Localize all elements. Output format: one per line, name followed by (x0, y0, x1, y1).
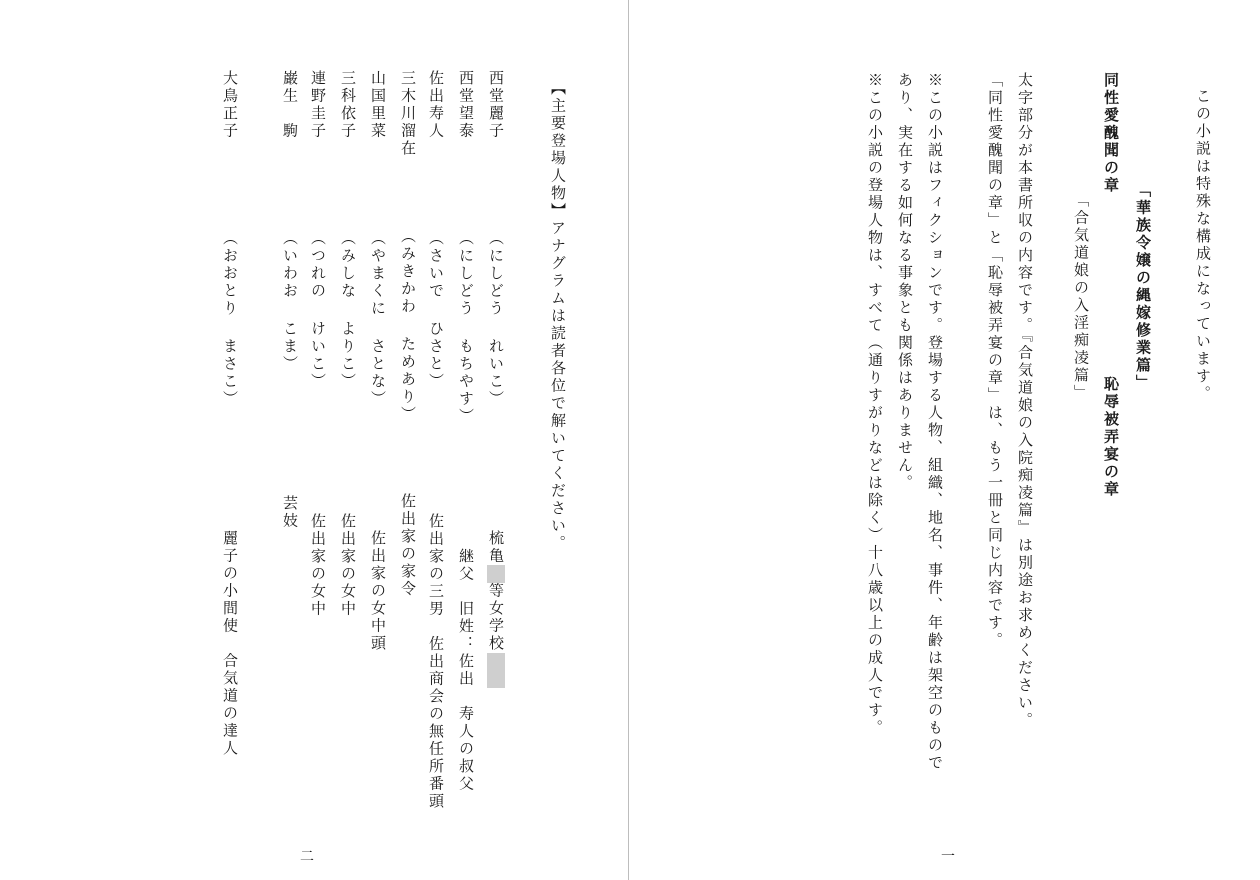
character-row (396, 70, 420, 598)
character-name: 巌生 駒 (281, 70, 299, 140)
character-reading: （おおとり まさこ） (221, 230, 239, 408)
character-reading: （みしな よりこ） (339, 230, 357, 391)
character-reading: （いわお こま） (281, 230, 299, 373)
chapter-heading-b: 恥辱被弄宴の章 (1102, 376, 1120, 499)
cast-heading: 【主要登場人物】アナグラムは読者各位で解いてください。 (549, 80, 567, 553)
character-role: 佐出家の女中頭 (369, 530, 387, 653)
intro-line: この小説は特殊な構成になっています。 (1194, 88, 1212, 403)
page-number: 一 (941, 849, 955, 865)
page-number: 二 (300, 849, 314, 865)
character-name: 西堂望泰 (457, 70, 475, 140)
character-reading: （みきかわ ためあり） (399, 227, 417, 423)
character-role: 芸妓 (281, 495, 299, 530)
character-reading: （さいで ひさと） (427, 230, 445, 391)
page-two (0, 0, 628, 880)
character-name: 三木川溜在 (399, 70, 417, 158)
character-row (454, 70, 478, 793)
note-paragraph: 「同性愛醜聞の章」と「恥辱被弄宴の章」は、もう一冊と同じ内容です。 (986, 72, 1004, 650)
character-role: 梳亀 等女学校 (484, 530, 508, 688)
character-row (218, 70, 242, 758)
page-one (629, 0, 1260, 880)
character-role: 麗子の小間使 合気道の達人 (221, 530, 239, 758)
character-row (278, 70, 302, 530)
character-row (484, 70, 508, 688)
character-name: 大鳥正子 (221, 70, 239, 140)
character-name: 三科依子 (339, 70, 357, 140)
character-row (424, 70, 448, 810)
character-role: 継父 旧姓：佐出 寿人の叔父 (457, 547, 475, 793)
character-name: 山国里菜 (369, 70, 387, 140)
character-role: 佐出家の三男 佐出商会の無任所番頭 (427, 512, 445, 810)
character-row (336, 70, 360, 618)
disclaimer-fiction-cont: あり、実在する如何なる事象とも関係はありません。 (896, 72, 914, 492)
disclaimer-age: ※この小説の登場人物は、すべて（通りすがりなどは除く）十八歳以上の成人です。 (866, 72, 884, 737)
character-name: 連野圭子 (309, 70, 327, 140)
character-row (306, 70, 330, 618)
disclaimer-fiction: ※この小説はフィクションです。登場する人物、組織、地名、事件、年齢は架空のもので (926, 72, 944, 772)
character-role: 佐出家の女中 (309, 512, 327, 618)
character-name: 佐出寿人 (427, 70, 445, 140)
character-role: 佐出家の家令 (399, 493, 417, 598)
main-title: 「華族令嬢の縄嫁修業篇」 (1134, 182, 1152, 392)
character-reading: （にしどう れいこ） (487, 230, 505, 408)
redaction-mark (487, 653, 505, 688)
character-reading: （にしどう もちやす） (457, 230, 475, 426)
character-row (366, 70, 390, 653)
character-name: 西堂麗子 (487, 70, 505, 140)
redaction-mark (487, 565, 505, 583)
subtitle: 「合気道娘の入淫痴凌篇」 (1072, 192, 1090, 402)
character-reading: （やまくに さとな） (369, 230, 387, 408)
chapter-heading-a: 同性愛醜聞の章 (1102, 72, 1120, 195)
character-role: 佐出家の女中 (339, 512, 357, 618)
note-paragraph: 太字部分が本書所収の内容です。『合気道娘の入院痴凌篇』は別途お求めください。 (1016, 72, 1034, 730)
character-reading: （つれの けいこ） (309, 230, 327, 391)
